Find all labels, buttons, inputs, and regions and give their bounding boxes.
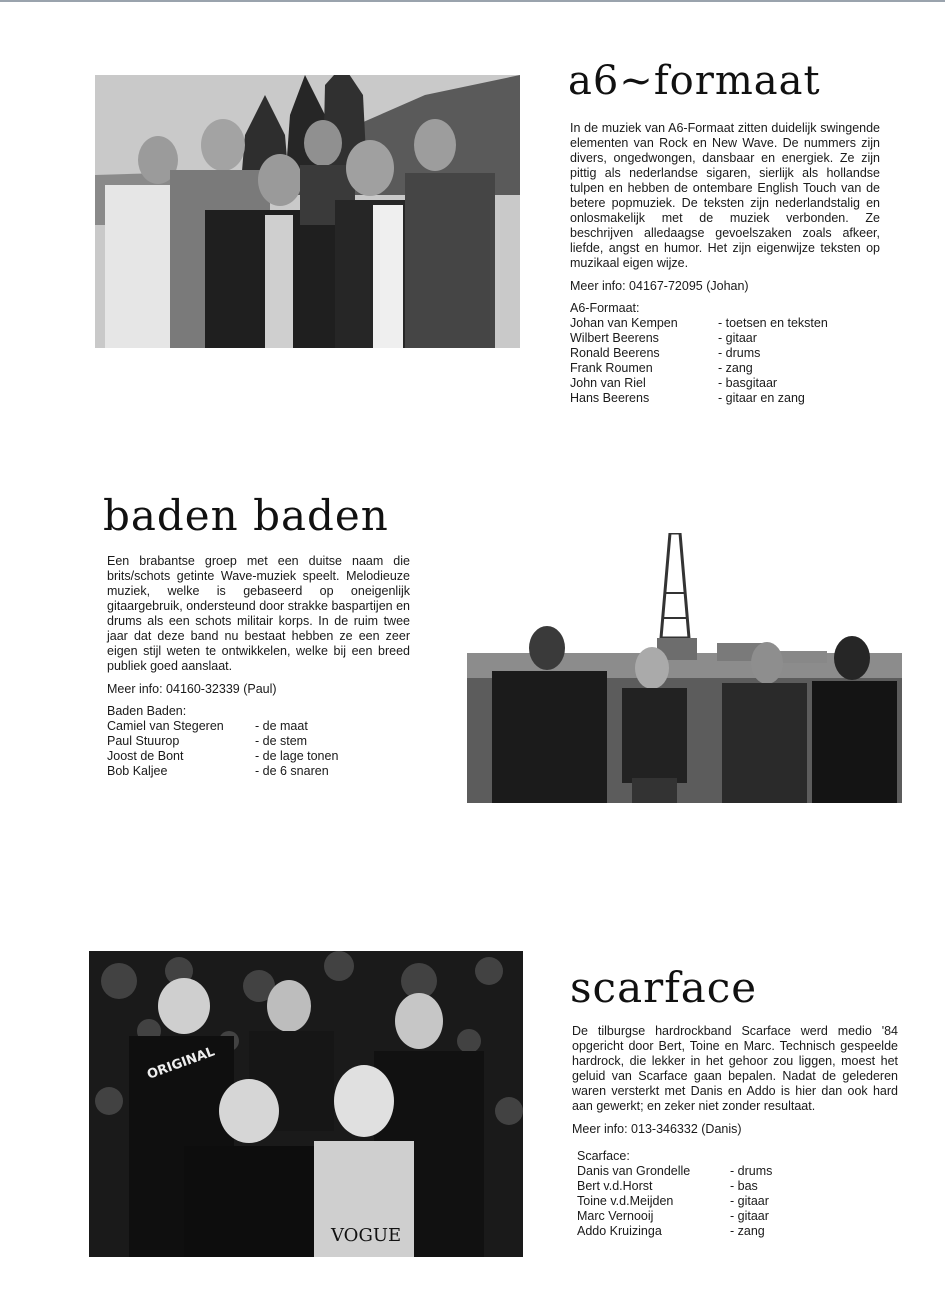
band-text-scarface xyxy=(572,1024,898,1239)
member-role: - toetsen en teksten xyxy=(718,316,828,330)
band-title-a6-formaat: a6~formaat xyxy=(568,58,821,104)
contact-info: Meer info: 04167-72095 (Johan) xyxy=(570,279,749,293)
member-name: Paul Stuurop xyxy=(107,734,180,748)
member-role: - de maat xyxy=(255,719,308,733)
member-name: Bert v.d.Horst xyxy=(577,1179,653,1193)
lineup-row xyxy=(107,734,410,749)
member-role: - zang xyxy=(730,1224,765,1238)
shirt-print-text: VOGUE xyxy=(331,1225,402,1246)
band-photo-baden-baden xyxy=(467,533,902,803)
lineup-row xyxy=(570,361,880,376)
lineup xyxy=(107,704,410,779)
member-role: - basgitaar xyxy=(718,376,778,390)
band-text-baden-baden xyxy=(107,554,410,779)
band-photo-scarface xyxy=(89,951,523,1257)
member-role: - de 6 snaren xyxy=(255,764,329,778)
band-description: De tilburgse hardrockband Scarface werd medio '84 opgericht door Bert, Toine en Marc. Technisch gespeelde hardrock, die lekker in het gehoor zou liggen, moest het geluid van Scarface gaan bepalen. Nadat de gelederen waren versterkt met Danis en Addo is hier dan ook hard aan gewerkt; en zeker niet zonder resultaat. xyxy=(572,1024,898,1113)
lineup-row xyxy=(577,1179,898,1194)
band-description: In de muziek van A6-Formaat zitten duidelijk swingende elementen van Rock en New Wave. De nummers zijn divers, ongedwongen, dansbaar en energiek. Ze zijn pittig als nederlandse sigaren, sierlijk als hollandse tulpen en hebben de ontembare English Touch van de betere popmuziek. De teksten zijn nederlandstalig en onlosmakelijk met de muziek verbonden. Ze beschrijven alledaagse gevoelszaken zoals afkeer, liefde, angst en humor. Het zijn eigenwijze teksten op muzikaal eigen wijze. xyxy=(570,121,880,270)
member-role: - gitaar xyxy=(730,1209,769,1223)
contact-info: Meer info: 013-346332 (Danis) xyxy=(572,1122,742,1136)
lineup-row xyxy=(570,316,880,331)
lineup-row xyxy=(570,391,880,406)
band-photo-a6-formaat xyxy=(95,75,520,348)
member-role: - bas xyxy=(730,1179,758,1193)
lineup-heading: Baden Baden: xyxy=(107,704,187,718)
member-name: Frank Roumen xyxy=(570,361,653,375)
lineup-heading: A6-Formaat: xyxy=(570,301,640,315)
member-role: - drums xyxy=(730,1164,773,1178)
lineup-row xyxy=(577,1164,898,1179)
member-name: Hans Beerens xyxy=(570,391,650,405)
shirt-print-text: ORIGINAL xyxy=(145,1044,217,1083)
lineup-row xyxy=(107,719,410,734)
lineup xyxy=(570,301,880,406)
contact-info: Meer info: 04160-32339 (Paul) xyxy=(107,682,277,696)
lineup-row xyxy=(570,331,880,346)
member-name: Addo Kruizinga xyxy=(577,1224,662,1238)
member-role: - gitaar xyxy=(718,331,757,345)
band-title-baden-baden: baden baden xyxy=(103,491,389,540)
member-name: Danis van Grondelle xyxy=(577,1164,691,1178)
member-name: Joost de Bont xyxy=(107,749,184,763)
member-role: - gitaar xyxy=(730,1194,769,1208)
band-text-a6-formaat xyxy=(570,121,880,406)
member-role: - drums xyxy=(718,346,761,360)
member-name: Camiel van Stegeren xyxy=(107,719,224,733)
lineup-heading: Scarface: xyxy=(577,1149,630,1163)
member-name: Wilbert Beerens xyxy=(570,331,659,345)
member-role: - zang xyxy=(718,361,753,375)
member-name: Marc Vernooij xyxy=(577,1209,654,1223)
band-title-scarface: scarface xyxy=(570,963,758,1012)
member-role: - de lage tonen xyxy=(255,749,339,763)
lineup-row xyxy=(577,1224,898,1239)
lineup-row xyxy=(107,749,410,764)
member-name: John van Riel xyxy=(570,376,646,390)
band-description: Een brabantse groep met een duitse naam die brits/schots getinte Wave-muziek speelt. Melodieuze muziek, welke is gebaseerd op oneigenlijk gitaargebruik, ondersteund door strakke baspartijen en drums als een schots militair korps. In de ruim twee jaar dat deze band nu bestaat hebben ze een zeer eigen stijl weten te ontwikkelen, welke bij een breed publiek goed aanslaat. xyxy=(107,554,410,673)
member-role: - gitaar en zang xyxy=(718,391,805,405)
lineup-row xyxy=(570,376,880,391)
lineup-row xyxy=(577,1209,898,1224)
member-name: Ronald Beerens xyxy=(570,346,660,360)
lineup-row xyxy=(107,764,410,779)
page-top-border xyxy=(0,0,945,2)
lineup-row xyxy=(570,346,880,361)
member-name: Johan van Kempen xyxy=(570,316,678,330)
member-name: Bob Kaljee xyxy=(107,764,168,778)
lineup-row xyxy=(577,1194,898,1209)
member-role: - de stem xyxy=(255,734,308,748)
member-name: Toine v.d.Meijden xyxy=(577,1194,674,1208)
lineup xyxy=(572,1149,898,1239)
